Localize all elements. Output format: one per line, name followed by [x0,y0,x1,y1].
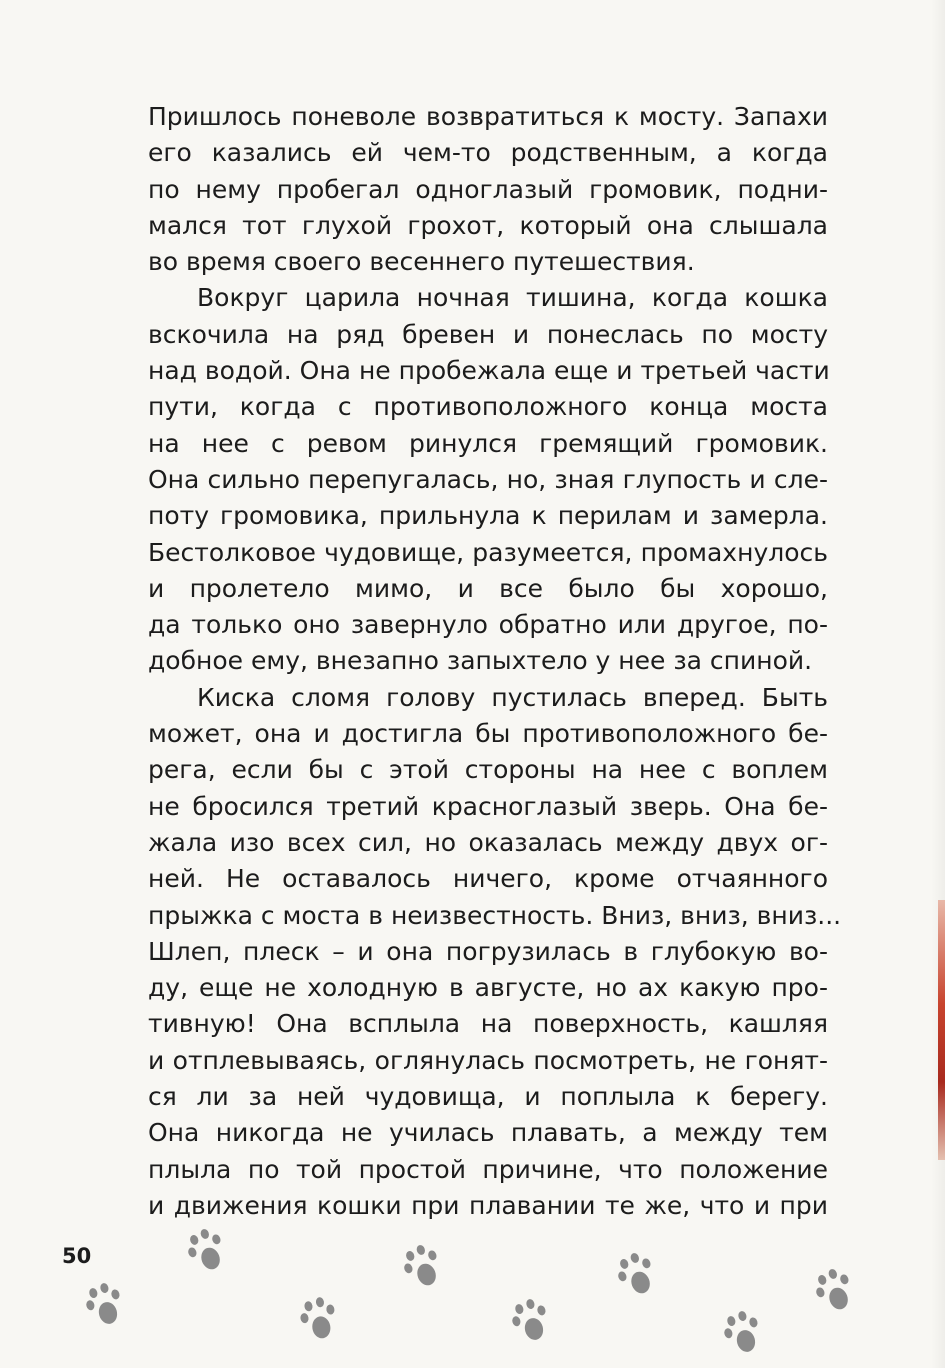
text-line: Вокруг царила ночная тишина, когда кошка [197,283,828,313]
paw-print-icon [503,1293,556,1350]
paw-print-icon [715,1305,768,1362]
text-line: и движения кошки при плавании те же, что и при [148,1190,828,1220]
text-line: жала изо всех сил, но оказалась между двух ог- [148,827,828,857]
text-line: ся ли за ней чудовища, и поплыла к берегу. [148,1082,828,1112]
text-line: тивную! Она всплыла на поверхность, кашляя [148,1009,828,1039]
text-line: Она сильно перепугалась, но, зная глупость и сле- [148,464,828,494]
text-line: Она никогда не училась плавать, а между тем [148,1118,828,1148]
text-line: Шлеп, плеск – и она погрузилась в глубокую во- [148,936,828,966]
adjacent-page-edge [938,900,945,1160]
text-line: на нее с ревом ринулся гремящий громовик. [148,428,828,458]
text-line: поту громовика, прильнула к перилам и замерла. [148,501,828,531]
text-line: его казались ей чем-то родственным, а когда [148,138,828,168]
text-line: не бросился третий красноглазый зверь. Она бе- [148,791,828,821]
page-number: 50 [62,1244,92,1268]
text-line: во время своего весеннего путешествия. [148,247,695,277]
text-line: прыжка с моста в неизвестность. Вниз, вниз, вниз... [148,900,842,930]
text-line: ду, еще не холодную в августе, но ах какую про- [148,973,828,1003]
text-line: Бестолковое чудовище, разумеется, промахнулось [148,537,828,567]
text-line: рега, если бы с этой стороны на нее с воплем [148,755,828,785]
text-line: и пролетело мимо, и все было бы хорошо, [148,573,828,603]
text-line: вскочила на ряд бревен и понеслась по мосту [148,319,828,349]
text-line: может, она и достигла бы противоположного бе- [148,719,828,749]
text-line: и отплевываясь, оглянулась посмотреть, не гонят- [148,1045,828,1075]
text-line: ней. Не оставалось ничего, кроме отчаянного [148,864,828,894]
paw-print-icon [177,1222,233,1281]
text-line: по нему пробегал одноглазый громовик, подни- [148,174,828,204]
text-line: добное ему, внезапно запыхтело у нее за спиной. [148,646,813,676]
text-line: Киска сломя голову пустилась вперед. Быть [197,682,828,712]
paw-print-icon [393,1238,449,1297]
text-line: Пришлось поневоле возвратиться к мосту. Запахи [148,102,828,131]
page-edge-shadow [931,0,945,1368]
text-line: пути, когда с противоположного конца моста [148,392,828,422]
body-text [148,99,842,1224]
text-line: плыла по той простой причине, что положение [148,1154,828,1184]
paw-print-icon [292,1293,342,1348]
text-line: да только оно завернуло обратно или другое, по- [148,610,828,640]
text-line: мался тот глухой грохот, который она слышала [148,210,828,240]
paw-print-icon [77,1277,130,1334]
paw-print-icon [805,1262,861,1321]
text-line: над водой. Она не пробежала еще и третьей части [148,356,830,386]
paw-print-icon [607,1246,663,1305]
